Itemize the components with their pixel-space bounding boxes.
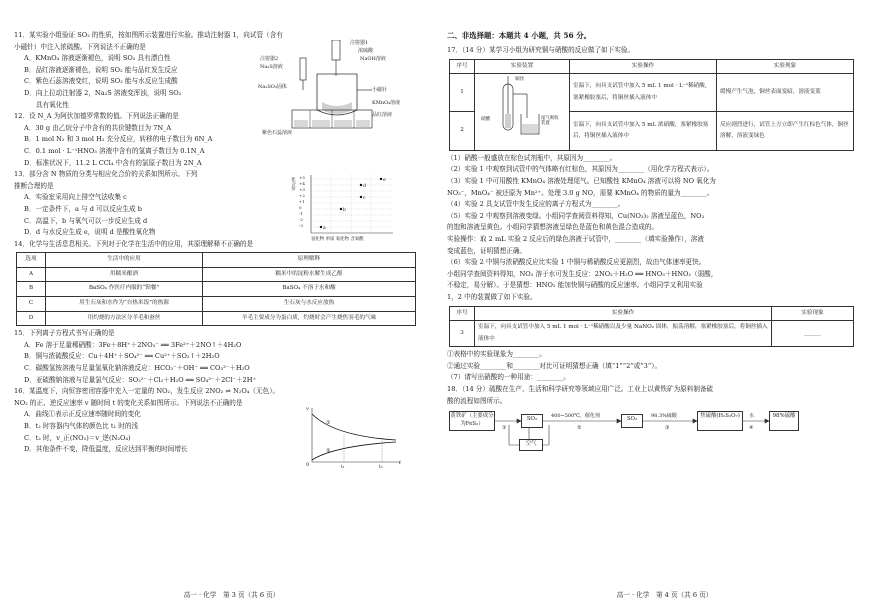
table-row: 1 铜丝 硝酸 尾气吸收装置 室温下，向具支试管中加入 5 mL 1 mol · L⁻¹稀硝酸，塞紧橡胶塞后，将铜丝插入液体中 缓慢产生气泡，铜丝表面变暗，溶液变蓝 [450,74,854,112]
q13-option-b: B．一定条件下，a 与 d 可以反应生成 b [24,204,142,213]
question-16 [14,386,423,471]
label-copper-wire: 铜丝 [515,77,525,83]
q17-table-2 [449,306,854,348]
q13-option-a: A．实验室采用向上排空气法收集 c [24,193,127,202]
table-row: 2 室温下，向具支试管中加入 5 mL 浓硝酸，塞紧橡胶塞后，将铜丝插入液体中 反应剧烈进行，试管上方立即产生红棕色气体，铜丝溶解，溶液变绿色 [450,112,854,150]
q17-sub-3: （3）实验 1 中可用酸性 KMnO₄ 溶液处理尾气。已知酸性 KMnO₄ 溶液可以将 NO 氧化为 [447,176,716,185]
q11-option-b: B．品红溶液逐渐褪色，说明 SO₂ 能与品红发生反应 [24,65,178,74]
q15-option-d: D．亚硫酸钠溶液与足量氯气反应：SO₃²⁻＋Cl₂＋H₂O ══ SO₄²⁻＋2Cl⁻＋2H⁺ [24,375,256,384]
q17-sub-5: （5）实验 2 中观察到溶液变绿。小组同学查阅资料得知，Cu(NO₃)₂ 溶液呈蓝色，NO₂ [447,211,705,220]
graph-ylabel: v [306,406,309,413]
q11-option-d: D．向上拉动注射器 2，Na₂S 溶液变浑浊，说明 SO₂ [24,88,182,97]
q17-sub-5-op: 实验操作：取 2 mL 实验 2 反应后的绿色溶液于试管中，________（填实验操作），溶液 [447,234,704,243]
label-kmno4: KMnO₄溶液 [372,100,401,106]
q16-option-d: D．其他条件不变，降低温度，反应达到平衡的时间增长 [24,445,188,454]
label-absorber: 尾气吸收装置 [541,116,559,127]
page-footer-left: 高一 · 化学 第 3 页（共 6 页） [183,591,280,599]
curve-2-label: ② [326,448,331,455]
q17-sub-2: （2）实验 1 中观察到试管中的气体略有红棕色，其原因为________（用化学方程式表示）。 [447,165,714,174]
label-syringe2: 注射器2 [260,56,279,62]
table-header-row: 序号 实验操作 实验现象 [450,306,854,321]
flow-step-2: ② [577,425,582,432]
flow-air: 空气 [519,439,543,451]
point-b: b [343,208,346,214]
label-litmus: 紫色石蕊溶液 [262,130,293,136]
q13-option-c: C．高温下，b 与氧气可以一步反应生成 d [24,216,148,225]
q13-valence-chart [290,173,397,243]
q13-option-d: D．d 与水反应生成 e，说明 d 是酸性氧化物 [24,228,156,237]
q16-rate-graph [304,406,404,471]
label-na2so3: Na₂SO₃固体 [258,84,287,90]
q11-stem: 11．某实验小组验证 SO₂ 的性质，按如图所示装置进行实验。推动注射器 1，向试管（含有 [14,31,283,39]
q13-stem: 13．部分含 N 物质的分类与相应化合价的关系如图所示。下列 [14,170,198,179]
curve-1-label: ① [326,420,331,427]
q17-experiment-table [449,59,854,151]
q11-option-d-cont: 具有氧化性 [36,100,69,109]
q16-stem-cont: NO₂ 的正、逆反应速率 v 随时间 t 的变化关系如图所示。下列说法不正确的是 [14,398,243,407]
graph-xlabel: t [399,460,402,467]
q12-option-b: B．1 mol N₂ 和 3 mol H₂ 充分反应，转移的电子数目为 6N_A [24,135,213,144]
table-row: A 用糯米酿酒 糯米中的淀粉水解生成乙醇 [17,267,416,282]
section-title: 二、非选择题：本题共 4 小题，共 56 分。 [447,31,591,40]
q17-sub-4: （4）实验 2 具支试管中发生反应的离子方程式为________。 [447,200,625,209]
label-naoh: NaOH溶液 [360,56,386,62]
q17-sub-1: （1）硝酸一般盛放在棕色试剂瓶中，其原因为________。 [447,153,617,162]
question-18 [447,384,856,455]
chart-y-ticks: +5 +4 +3 +2 +1 0 -1 -2 -3 [299,175,305,229]
table-row: B BaSO₄ 作医疗内服的“钡餐” BaSO₄ 不溶于水和酸 [17,282,416,297]
q15-option-a: A．Fe 溶于足量稀硝酸：3Fe＋8H⁺＋2NO₃⁻ ══ 3Fe²⁺＋2NO↑＋4H₂O [24,340,242,349]
q18-flowchart [447,409,852,455]
label-syringe1: 注射器1 [350,40,369,46]
flow-so2: SO₂ [521,414,543,428]
q11-option-c: C．紫色石蕊溶液变红，说明 SO₂ 能与水反应生成酸 [24,77,178,86]
q14-stem: 14．化学与生活息息相关。下列对于化学在生活中的应用，其原理解释不正确的是 [14,239,254,248]
q17-fill-2: ②通过实验________和________对比可证明猜想正确（填“1”“2”或“3”）。 [447,361,662,370]
label-conc-acid: 浓硫酸 [358,48,374,54]
q15-option-b: B．铜与浓硫酸反应：Cu＋4H⁺＋SO₄²⁻ ══ Cu²⁺＋SO₂↑＋2H₂O [24,352,220,361]
flow-ore: 黄铁矿（主要成分为FeS₂） [449,411,495,431]
point-a: a [323,226,326,232]
graph-origin: 0 [306,462,310,469]
q15-option-c: C．碳酸氢铵溶液与足量氢氧化钠溶液反应：HCO₃⁻＋OH⁻ ══ CO₃²⁻＋H₂O [24,364,250,373]
q13-stem-cont: 推断合理的是 [14,181,54,190]
label-magnet: 小磁针 [372,87,388,93]
flow-water: 水 [749,413,755,420]
q17-sub-5-cont: 的饱和溶液呈黄色。小组同学猜想溶液呈绿色是蓝色和黄色混合造成的。 [447,223,658,232]
question-15 [14,328,423,386]
table-row: D 用灼烧的方法区分羊毛和蚕丝 羊毛主要成分为蛋白质，灼烧时会产生烧焦羽毛的气味 [17,311,416,326]
q12-stem: 12．设 N_A 为阿伏加德罗常数的值。下列说法正确的是 [14,112,179,121]
flow-step-1: ① [502,425,507,432]
table-row: C 用生石灰和水作为“自热米饭”的热源 生石灰与水反应放热 [17,297,416,312]
flow-so3: SO₃ [621,414,643,428]
q17-fill-1: ①表格中的实验现象为________。 [447,350,546,359]
q16-stem: 16．某温度下，向恒容密闭容器中充入一定量的 NO₂，发生反应 2NO₂ ⇌ N₂O₄（无色）。 [14,387,280,396]
label-fuchsine: 品红溶液 [372,112,393,118]
q17-apparatus-cell [475,74,570,151]
q16-option-a: A．曲线①表示正反应速率随时间的变化 [24,410,141,419]
q18-stem-cont: 酸的流程如图所示。 [447,396,507,405]
q17-sub-6-end: 1，2 中的装置做了如下实验。 [447,292,537,301]
q16-option-c: C．t₂ 时，v_正(NO₂)＝v_逆(N₂O₄) [24,433,131,442]
table-header-row: 选项 生活中的应用 原理解释 [17,253,416,268]
right-page [435,0,870,606]
flow-product: 98%硫酸 [769,411,799,431]
label-na2s: Na₂S溶液 [260,64,283,70]
q17-sub-5-end: 变成蓝色，证明猜想正确。 [447,246,527,255]
q12-option-c: C．0.1 mol · L⁻¹HNO₃ 溶液中含有的氢离子数目为 0.1N_A [24,146,205,155]
q12-option-a: A．30 g 由乙烷分子中含有的共价键数目为 7N_A [24,123,172,132]
q11-option-a: A．KMnO₄ 溶液逐渐褪色，说明 SO₂ 具有漂白性 [24,54,171,63]
question-17 [447,45,856,384]
point-d: d [363,184,366,190]
flow-condition: 400~500℃，催化剂 [551,413,600,420]
q11-apparatus-figure [258,40,412,140]
q12-option-d: D．标准状况下，11.2 L CCl₄ 中含有的氯原子数目为 2N_A [24,158,202,167]
page-footer-right: 高一 · 化学 第 4 页（共 6 页） [616,591,713,599]
q17-sub-6-cont2: 不稳定，易分解）。于是猜想：HNO₂ 能加快铜与硝酸的反应速率。小组同学又利用实验 [447,281,703,290]
flow-step-4: ④ [749,425,754,432]
q18-stem: 18．（14 分）硫酸在生产、生活和科学研究等领域应用广泛。工业上以黄铁矿为原料制备硫 [447,385,714,394]
q14-table [16,252,416,326]
label-nitric-acid: 硝酸 [481,117,491,123]
q16-option-b: B．t₂ 时容器内气体的颜色比 t₁ 时的浅 [24,422,139,430]
q17-stem: 17．（14 分）某学习小组为研究铜与硝酸的反应做了如下实验。 [447,46,635,54]
chart-xlabel: 氢化物 单质 氧化物 含氧酸 [311,237,364,243]
chart-ylabel: 化合价 [290,177,296,191]
point-e: e [383,178,386,184]
q17-sub-6: （6）实验 2 中铜与浓硝酸反应比实验 1 中铜与稀硝酸反应更剧烈，故由气体速率更快。 [447,258,706,267]
flow-acid983: 98.3%硫酸 [651,413,677,420]
table-header-row: 序号 实验装置 实验操作 实验现象 [450,59,854,74]
q11-stem-cont: 小磁针）中注入浓硫酸。下列说法不正确的是 [14,42,146,51]
t1-label: t₁ [341,465,345,471]
table-row: 3 室温下，向具支试管中加入 5 mL 1 mol · L⁻¹稀硝酸以及少量 NaNO₂ 固体，振荡溶解，塞紧橡胶塞后，将铜丝插入液体中 ______ [450,321,854,347]
question-13 [14,169,423,243]
q17-sub-7: （7）请写出硝酸的一种用途：________。 [447,373,570,382]
t2-label: t₂ [379,465,383,471]
q15-stem: 15．下列离子方程式书写正确的是 [14,329,115,338]
q17-sub-3-cont: NO₃⁻，MnO₄⁻ 被还原为 Mn²⁺。处理 3.0 g NO，需要 KMnO₄ 的物质的量为________。 [447,188,714,197]
point-c: c [363,196,366,202]
flow-oleum: 焦硫酸(H₂S₂O₇) [697,411,743,431]
q17-sub-6-cont: 小组同学查阅资料得知，NO₂ 溶于水可发生反应：2NO₂＋H₂O ══ HNO₃＋HNO₂（弱酸， [447,269,718,278]
question-14 [14,239,423,327]
flow-step-3: ③ [665,425,670,432]
